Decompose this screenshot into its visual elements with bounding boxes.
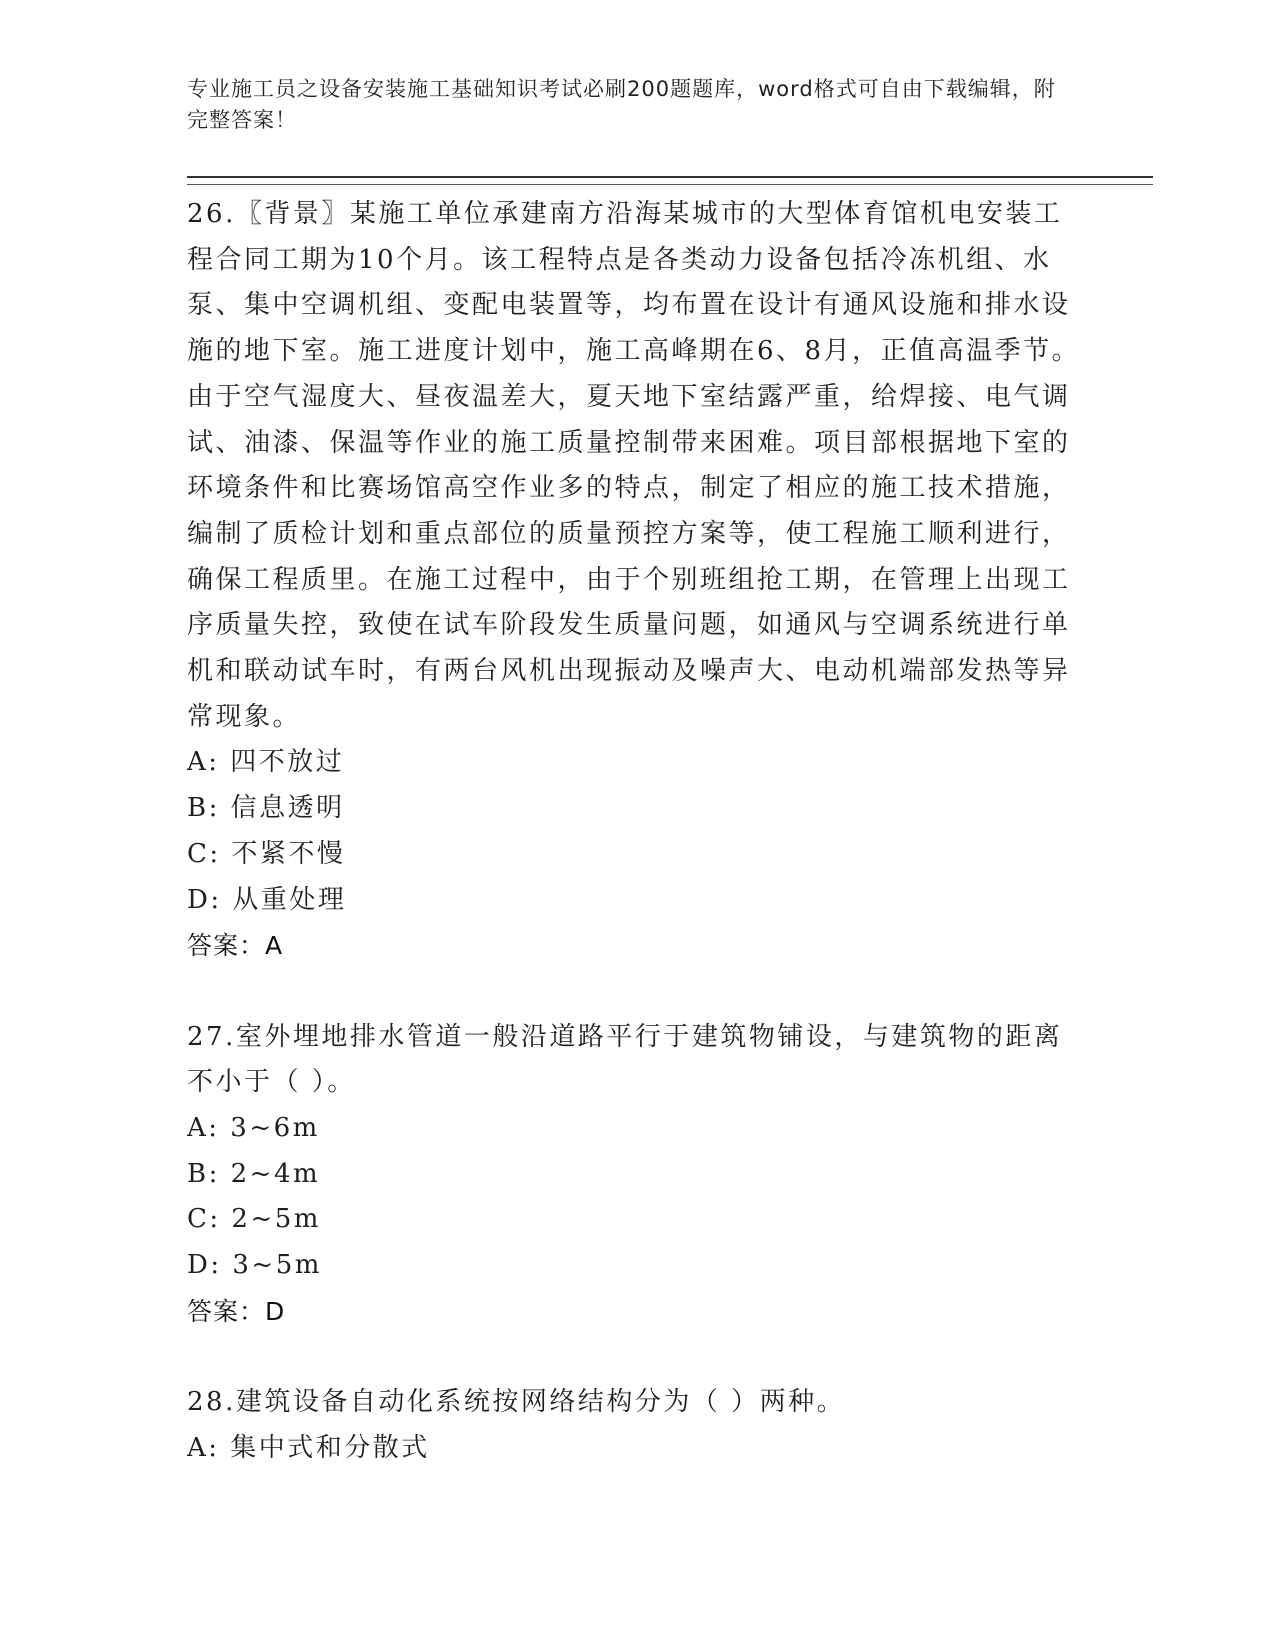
header-rule-thick — [187, 176, 1153, 178]
option-c: C: 不紧不慢 — [187, 838, 346, 869]
question-27 — [187, 1015, 1087, 1335]
question-stem: 28.建筑设备自动化系统按网络结构分为（ ）两种。 — [187, 1387, 846, 1418]
question-spacer — [187, 1335, 1087, 1381]
option-d: D: 从重处理 — [187, 884, 347, 915]
option-a: A: 3~6m — [187, 1113, 320, 1144]
option-c: C: 2~5m — [187, 1204, 321, 1235]
question-spacer — [187, 969, 1087, 1015]
question-26 — [187, 192, 1087, 969]
question-list — [187, 192, 1087, 1472]
header-rule-thin — [187, 184, 1153, 185]
document-title: 专业施工员之设备安装施工基础知识考试必刷200题题库，word格式可自由下载编辑，附完整答案！ — [187, 77, 1056, 132]
option-b: B: 信息透明 — [187, 793, 345, 824]
question-28 — [187, 1380, 1087, 1471]
option-a: A: 四不放过 — [187, 747, 345, 778]
option-b: B: 2~4m — [187, 1158, 321, 1189]
option-d: D: 3~5m — [187, 1250, 322, 1281]
option-a: A: 集中式和分散式 — [187, 1432, 430, 1463]
question-stem: 27.室外埋地排水管道一般沿道路平行于建筑物铺设，与建筑物的距离不小于（ ）。 — [187, 1021, 1063, 1098]
question-stem: 26.〖背景〗某施工单位承建南方沿海某城市的大型体育馆机电安装工程合同工期为10个月。该工程特点是各类动力设备包括冷冻机组、水泵、集中空调机组、变配电装置等，均布置在设计有通风设施和排水设施的地下室。施工进度计划中，施工高峰期在6、8月，正值高温季节。由于空气湿度大、昼夜温差大，夏天地下室结露严重，给焊接、电气调试、油漆、保温等作业的施工质量控制带来困难。项目部根据地下室的环境条件和比赛场馆高空作业多的特点，制定了相应的施工技术措施，编制了质检计划和重点部位的质量预控方案等，使工程施工顺利进行，确保工程质里。在施工过程中，由于个别班组抢工期，在管理上出现工序质量失控，致使在试车阶段发生质量问题，如通风与空调系统进行单机和联动试车时，有两台风机出现振动及噪声大、电动机端部发热等异常现象。 — [187, 199, 1081, 732]
answer: 答案：D — [187, 1296, 286, 1326]
answer: 答案：A — [187, 931, 284, 961]
